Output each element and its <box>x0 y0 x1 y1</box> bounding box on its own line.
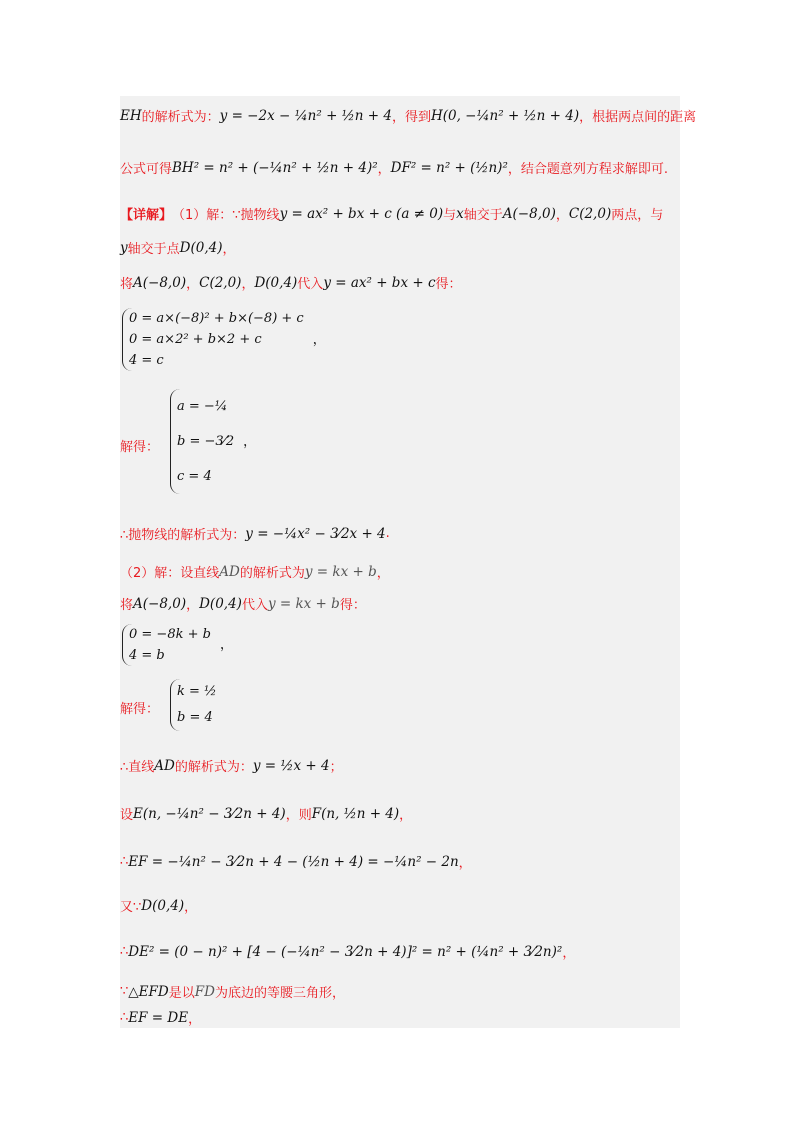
math-run: A(−8,0) <box>133 274 187 291</box>
solution-system-kb <box>170 679 217 731</box>
text-run: （1）解：∵抛物线 <box>172 208 280 223</box>
solution-system-abc <box>170 389 257 494</box>
text-run: 解得： <box>120 440 160 455</box>
equation-row: a = −¼ <box>177 399 228 414</box>
text-run: ，得到 <box>391 110 431 125</box>
text-run: ， <box>458 856 472 871</box>
text-run: 公式可得 <box>120 162 173 177</box>
text-run: 将 <box>120 598 134 613</box>
line-ad-result <box>120 756 343 775</box>
math-run: DE² = (0 − n)² + [4 − (−¼n² − 3⁄2n + 4)]² = n² + (¼n² + 3⁄2n)² <box>128 943 563 960</box>
equation-row: c = 4 <box>177 469 212 484</box>
math-run: D(0,4) <box>254 274 298 291</box>
math-run: D(0,4) <box>141 897 185 914</box>
math-run: BH² = n² + (−¼n² + ½n + 4)² <box>172 159 378 176</box>
math-run: y = −2x − ¼n² + ½n + 4 <box>219 107 392 124</box>
math-run: C(2,0) <box>568 205 612 222</box>
math-run: A(−8,0) <box>133 595 187 612</box>
text-run: ∴ <box>120 1010 129 1025</box>
text-run: ∴抛物线的解析式为： <box>120 528 246 543</box>
text-run: ， <box>555 208 569 223</box>
text-run: 的解析式为 <box>239 566 305 581</box>
text-run: 得： <box>339 598 366 613</box>
math-run: y = −¼x² − 3⁄2x + 4 <box>245 525 386 542</box>
line-substitute-ad <box>120 594 366 613</box>
text-run: ， <box>376 566 390 581</box>
line-part2-setup <box>120 562 390 581</box>
text-run: ， <box>186 277 200 292</box>
text-run: 的解析式为： <box>174 760 253 775</box>
text-run: 解得： <box>120 702 160 717</box>
math-run: DF² = n² + (½n)² <box>390 159 508 176</box>
math-run: x <box>456 205 464 222</box>
text-run: 代入 <box>297 277 324 292</box>
equation-system-kb <box>122 624 233 666</box>
equation-row: k = ½ <box>177 684 217 699</box>
math-run: AD <box>219 563 240 580</box>
text-run: ， <box>186 598 200 613</box>
line-detail-part1 <box>120 204 663 223</box>
line-ef-equals-de <box>120 1008 201 1027</box>
text-run: 又∵ <box>120 900 142 915</box>
math-run: y <box>120 239 128 256</box>
math-run: y = ax² + bx + c (a ≠ 0) <box>279 205 444 222</box>
text-run: . <box>385 526 390 541</box>
math-run: E(n, −¼n² − 3⁄2n + 4) <box>133 805 286 822</box>
system-tail-punct: ， <box>219 637 233 653</box>
equation-row: 4 = b <box>129 648 165 663</box>
equation-row: 0 = a×(−8)² + b×(−8) + c <box>129 311 304 326</box>
text-run: ，则 <box>285 808 312 823</box>
text-run: ∴ <box>120 944 129 959</box>
text-run: ， <box>562 946 576 961</box>
math-run: FD <box>194 983 215 1000</box>
math-run: EF = DE <box>128 1009 189 1026</box>
math-run: △EFD <box>128 983 169 1000</box>
line-solve-label-2 <box>120 698 159 717</box>
text-run: 两点，与 <box>611 208 664 223</box>
system-tail-punct: ， <box>243 434 257 449</box>
line-eh-expression <box>120 106 696 125</box>
equation-row: b = 4 <box>177 710 213 725</box>
text-run: ， <box>241 277 255 292</box>
solution-sheet <box>120 96 697 1028</box>
line-set-e-f <box>120 804 412 823</box>
math-run: y = ½x + 4 <box>252 757 330 774</box>
system-tail-punct: ， <box>312 332 326 347</box>
text-run: 将 <box>120 277 134 292</box>
math-run: AD <box>154 757 175 774</box>
text-run: 得： <box>435 277 462 292</box>
text-run: 是以 <box>168 986 195 1001</box>
text-run: ， <box>399 808 413 823</box>
math-run: y = kx + b <box>304 563 377 580</box>
line-solve-label-1 <box>120 436 159 455</box>
text-run: 轴交于点 <box>127 242 180 257</box>
math-run: EF = −¼n² − 3⁄2n + 4 − (½n + 4) = −¼n² − 2n <box>128 853 459 870</box>
equation-row: 0 = a×2² + b×2 + c <box>129 332 262 347</box>
text-run: ， <box>188 1012 202 1027</box>
line-parabola-result <box>120 524 390 543</box>
line-ef-length <box>120 852 472 871</box>
text-run: ， <box>184 900 198 915</box>
math-run: EH <box>120 107 142 124</box>
line-de-squared <box>120 942 575 961</box>
equation-system-abc <box>122 308 326 371</box>
math-run: C(2,0) <box>199 274 242 291</box>
equation-row: b = −3⁄2 <box>177 434 235 449</box>
math-run: y = ax² + bx + c <box>323 274 436 291</box>
text-run: ， <box>222 242 236 257</box>
math-run: H(0, −¼n² + ½n + 4) <box>430 107 580 124</box>
text-run: 的解析式为： <box>141 110 220 125</box>
math-run: y = kx + b <box>267 595 340 612</box>
text-run: 与 <box>443 208 457 223</box>
text-run: 轴交于 <box>463 208 503 223</box>
text-run: ； <box>329 760 343 775</box>
text-run: ，结合题意列方程求解即可. <box>507 162 669 177</box>
text-run: 代入 <box>241 598 268 613</box>
equation-row: 0 = −8k + b <box>129 627 211 642</box>
text-run: 设 <box>120 808 134 823</box>
equation-row: 4 = c <box>129 353 164 368</box>
text-run: ∵ <box>120 984 129 999</box>
math-run: D(0,4) <box>179 239 223 256</box>
text-run: ∴ <box>120 854 129 869</box>
text-run: ，根据两点间的距离 <box>579 110 697 125</box>
math-run: D(0,4) <box>199 595 242 612</box>
line-isosceles <box>120 982 345 1001</box>
text-run: ∴直线 <box>120 760 155 775</box>
line-y-axis-point <box>120 238 236 257</box>
math-run: A(−8,0) <box>502 205 556 222</box>
text-run: 【详解】 <box>120 208 173 223</box>
text-run: （2）解：设直线 <box>120 566 220 581</box>
line-substitute <box>120 273 462 292</box>
math-run: F(n, ½n + 4) <box>311 805 400 822</box>
line-given-d <box>120 896 197 915</box>
line-distance-formula <box>120 158 668 177</box>
text-run: 为底边的等腰三角形， <box>214 986 345 1001</box>
text-run: ， <box>377 162 391 177</box>
